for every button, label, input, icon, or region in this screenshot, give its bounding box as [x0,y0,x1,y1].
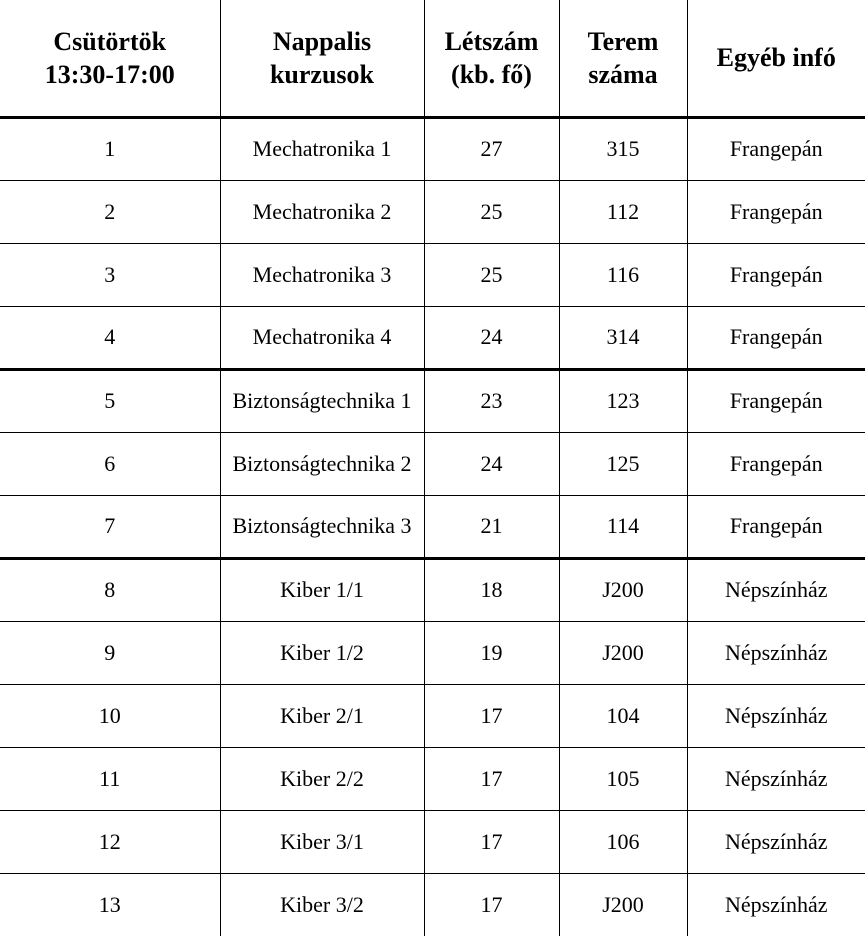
cell-headcount: 21 [424,495,559,558]
cell-course: Kiber 2/2 [220,747,424,810]
header-headcount [424,0,559,117]
cell-room: 105 [559,747,687,810]
cell-number: 11 [0,747,220,810]
header-time: 13:30-17:00 [44,59,175,89]
cell-room: J200 [559,558,687,621]
table-body [0,117,865,936]
cell-info: Frangepán [687,243,865,306]
header-row [0,0,865,117]
cell-headcount: 17 [424,684,559,747]
header-headcount-line1: Létszám [444,26,539,56]
cell-room: 123 [559,369,687,432]
table-row [0,117,865,180]
cell-course: Kiber 1/1 [220,558,424,621]
cell-course: Biztonságtechnika 1 [220,369,424,432]
header-day: Csütörtök [53,26,167,56]
cell-headcount: 17 [424,810,559,873]
cell-course: Mechatronika 2 [220,180,424,243]
cell-headcount: 24 [424,432,559,495]
cell-number: 2 [0,180,220,243]
table-row [0,810,865,873]
table-row [0,495,865,558]
cell-info: Népszínház [687,558,865,621]
cell-headcount: 23 [424,369,559,432]
table-row [0,684,865,747]
cell-room: 112 [559,180,687,243]
cell-room: 104 [559,684,687,747]
cell-number: 5 [0,369,220,432]
cell-headcount: 24 [424,306,559,369]
table-row [0,243,865,306]
cell-headcount: 27 [424,117,559,180]
cell-course: Biztonságtechnika 2 [220,432,424,495]
cell-info: Frangepán [687,180,865,243]
header-other-info-line1: Egyéb infó [716,43,836,73]
cell-number: 13 [98,891,121,917]
table-row [0,432,865,495]
cell-headcount: 25 [424,180,559,243]
cell-course: Mechatronika 3 [220,243,424,306]
header-day-time [0,0,220,117]
cell-number: 4 [0,306,220,369]
header-courses-line1: Nappalis [272,26,372,56]
cell-number: 1 [0,117,220,180]
table-row [0,747,865,810]
cell-info: Népszínház [687,621,865,684]
cell-info: Frangepán [687,432,865,495]
header-courses-line2: kurzusok [269,59,375,89]
cell-number: 10 [0,684,220,747]
header-headcount-line2: (kb. fő) [451,59,532,89]
table-row [0,306,865,369]
cell-course: Kiber 3/1 [220,810,424,873]
cell-room: 106 [559,810,687,873]
header-room [559,0,687,117]
cell-room: 314 [559,306,687,369]
cell-info: Frangepán [687,117,865,180]
cell-course: Kiber 1/2 [220,621,424,684]
cell-number: 3 [0,243,220,306]
cell-number: 8 [0,558,220,621]
cell-number: 9 [0,621,220,684]
cell-number: 7 [0,495,220,558]
table-row [0,558,865,621]
cell-room: 125 [559,432,687,495]
cell-info: Népszínház [687,747,865,810]
table-header [0,0,865,117]
cell-course: Mechatronika 4 [220,306,424,369]
cell-headcount: 18 [424,558,559,621]
header-courses [220,0,424,117]
header-room-line1: Terem [587,26,659,56]
table-row [0,621,865,684]
cell-course: Mechatronika 1 [220,117,424,180]
cell-headcount: 25 [424,243,559,306]
cell-room: J200 [559,621,687,684]
cell-number: 12 [0,810,220,873]
cell-headcount: 17 [424,873,559,936]
cell-info: Frangepán [687,495,865,558]
table-row [0,369,865,432]
cell-room: 315 [559,117,687,180]
cell-info: Népszínház [687,873,865,936]
cell-room: 116 [559,243,687,306]
cell-info: Frangepán [687,306,865,369]
header-other-info [687,0,865,117]
table-row [0,180,865,243]
cell-room: 114 [559,495,687,558]
cell-headcount: 19 [424,621,559,684]
cell-course: Kiber 3/2 [220,873,424,936]
cell-info: Frangepán [687,369,865,432]
cell-info: Népszínház [687,810,865,873]
cell-info: Népszínház [687,684,865,747]
header-room-line2: száma [588,59,658,89]
cell-headcount: 17 [424,747,559,810]
cell-number: 6 [0,432,220,495]
cell-course: Biztonságtechnika 3 [220,495,424,558]
cell-course: Kiber 2/1 [220,684,424,747]
table-row [0,873,865,936]
cell-room: J200 [559,873,687,936]
